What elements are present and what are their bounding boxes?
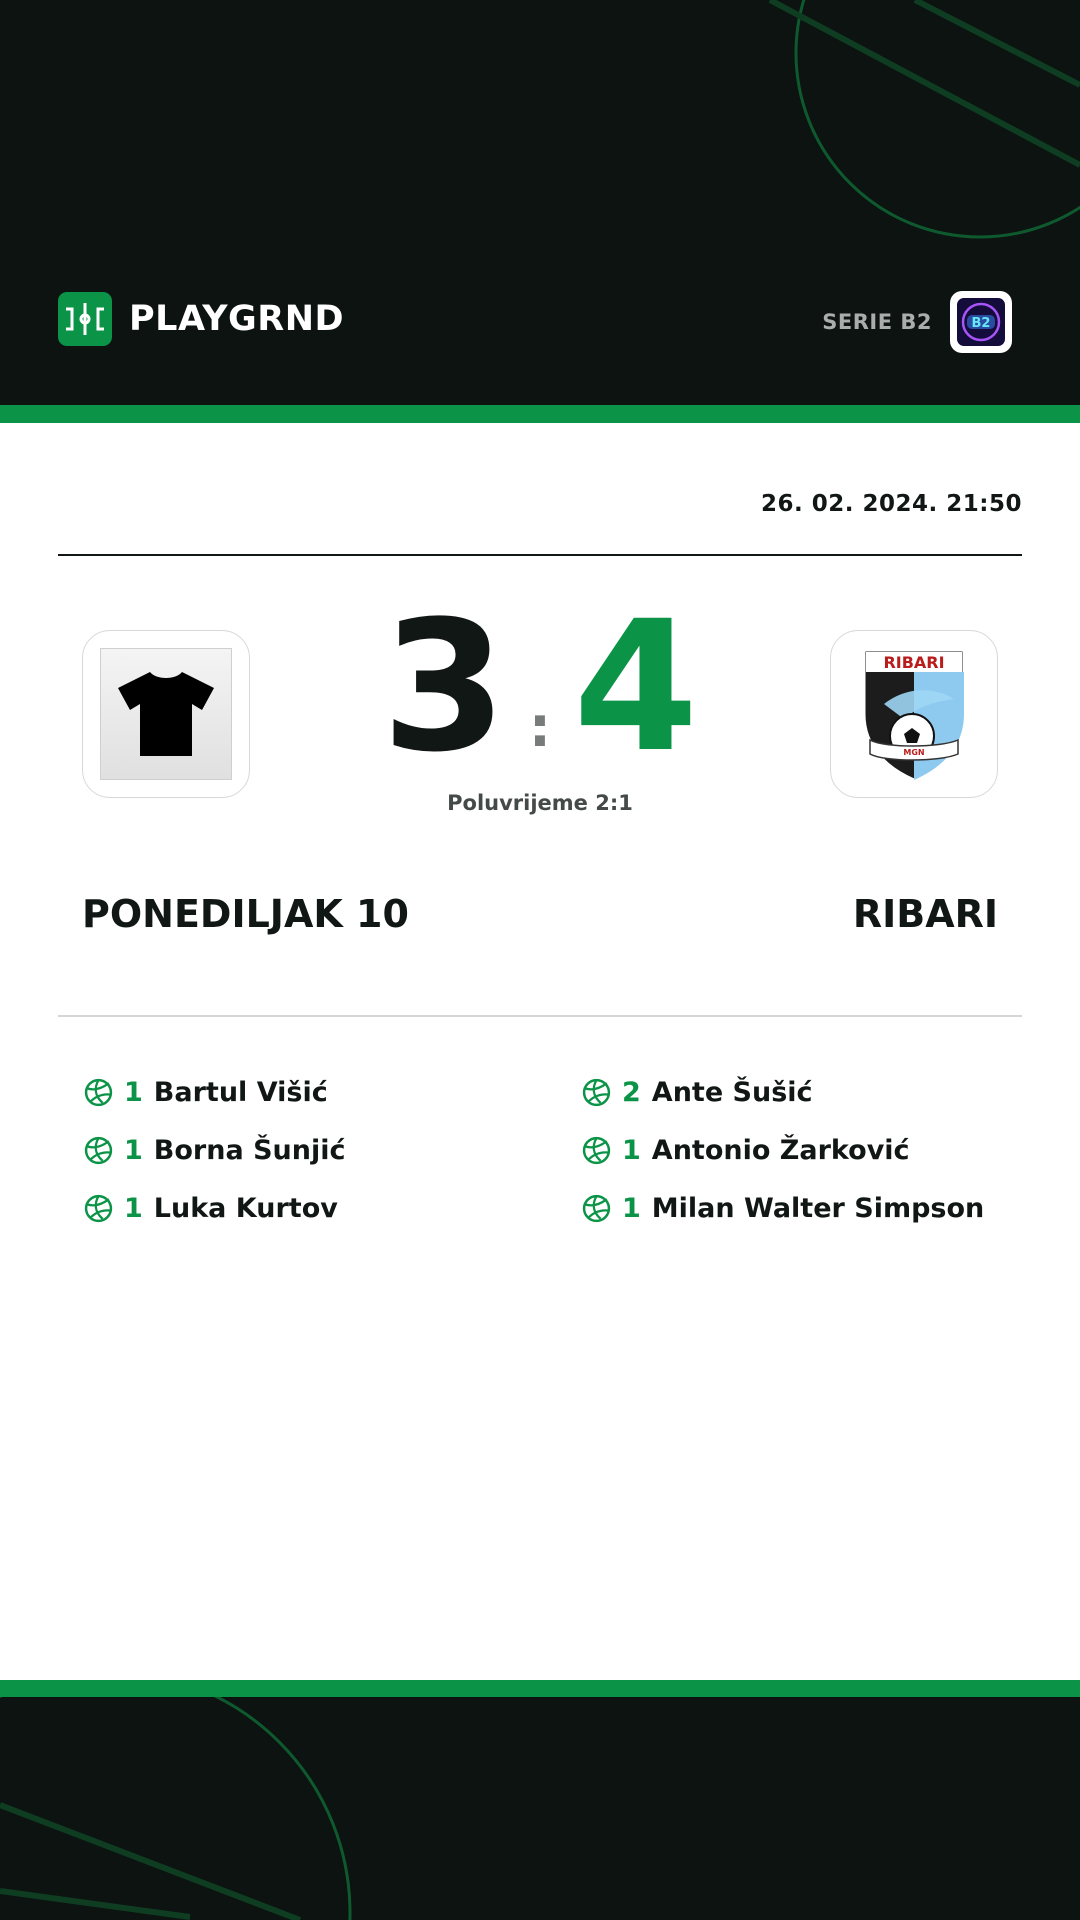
pitch-lines-decoration <box>0 1697 1080 1920</box>
scorer-row <box>582 1121 984 1179</box>
away-scorers-list <box>582 1063 984 1237</box>
goal-count: 1 <box>622 1134 641 1166</box>
divider <box>58 554 1022 556</box>
league-name: SERIE B2 <box>822 310 932 334</box>
scorer-row <box>84 1179 346 1237</box>
home-score: 3 <box>381 583 507 792</box>
match-datetime: 26. 02. 2024. 21:50 <box>761 491 1022 517</box>
brand <box>58 291 344 347</box>
accent-bar-top <box>0 405 1080 423</box>
scorer-row <box>84 1063 346 1121</box>
goal-count: 2 <box>622 1076 641 1108</box>
scorer-name: Antonio Žarković <box>651 1134 910 1166</box>
svg-text:B2: B2 <box>971 316 991 331</box>
goal-count: 1 <box>622 1192 641 1224</box>
scorer-row <box>582 1063 984 1121</box>
team-crest <box>854 644 974 784</box>
away-team-logo <box>830 630 998 798</box>
scorer-name: Ante Šušić <box>651 1076 813 1108</box>
away-team-name: RIBARI <box>852 892 998 936</box>
league-info <box>822 291 1012 353</box>
scorer-name: Luka Kurtov <box>153 1192 338 1224</box>
soccer-ball-icon <box>582 1136 611 1165</box>
scorer-name: Milan Walter Simpson <box>651 1192 985 1224</box>
pitch-icon <box>58 292 112 346</box>
halftime-score: Poluvrijeme 2:1 <box>447 791 633 815</box>
accent-bar-bottom <box>0 1680 1080 1697</box>
goal-count: 1 <box>124 1134 143 1166</box>
soccer-ball-icon <box>84 1136 113 1165</box>
svg-text:MGN: MGN <box>903 748 925 757</box>
scorer-name: Borna Šunjić <box>153 1134 346 1166</box>
soccer-ball-icon <box>84 1194 113 1223</box>
soccer-ball-icon <box>84 1078 113 1107</box>
divider <box>58 1015 1022 1017</box>
soccer-ball-icon <box>582 1078 611 1107</box>
home-scorers-list <box>84 1063 346 1237</box>
brand-name: PLAYGRND <box>129 299 345 339</box>
svg-text:RIBARI: RIBARI <box>883 653 945 672</box>
goal-count: 1 <box>124 1076 143 1108</box>
scorer-row <box>582 1179 984 1237</box>
goal-count: 1 <box>124 1192 143 1224</box>
league-badge <box>950 291 1012 353</box>
header <box>0 0 1080 405</box>
scorer-row <box>84 1121 346 1179</box>
away-score: 4 <box>573 583 699 792</box>
scorer-name: Bartul Višić <box>153 1076 328 1108</box>
score-separator: : <box>528 695 552 760</box>
soccer-ball-icon <box>582 1194 611 1223</box>
home-team-name: PONEDILJAK 10 <box>82 892 409 936</box>
footer <box>0 1697 1080 1920</box>
